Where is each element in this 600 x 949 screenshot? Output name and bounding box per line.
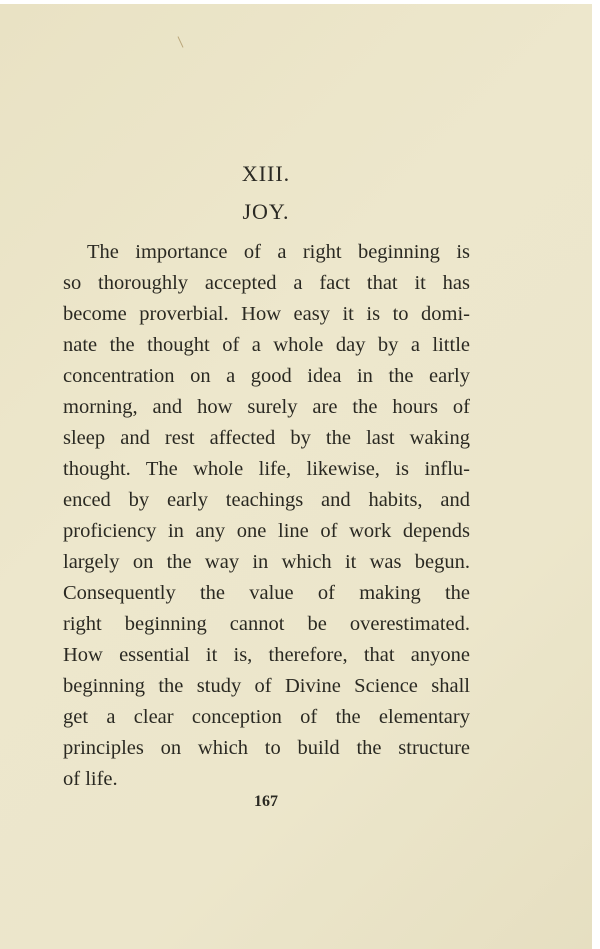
text-line: of life. [63, 768, 118, 790]
chapter-number: XIII. [241, 161, 291, 186]
text-line: get a clear conception of the elementary [63, 706, 470, 728]
book-page [0, 4, 592, 949]
text-line: thought. The whole life, likewise, is influ- [63, 458, 470, 480]
chapter-title: JOY. [242, 199, 290, 224]
text-line: proficiency in any one line of work depends [63, 520, 470, 542]
text-line: The importance of a right beginning is [87, 241, 470, 263]
text-line: right beginning cannot be overestimated. [63, 613, 470, 635]
body-paragraph [63, 238, 470, 796]
text-line: How essential it is, therefore, that anyone [63, 644, 470, 666]
text-line: enced by early teachings and habits, and [63, 489, 470, 511]
text-line: largely on the way in which it was begun. [63, 551, 470, 573]
text-line: morning, and how surely are the hours of [63, 396, 470, 418]
text-line: sleep and rest affected by the last waking [63, 427, 470, 449]
text-line: so thoroughly accepted a fact that it has [63, 272, 470, 294]
text-line: concentration on a good idea in the early [63, 365, 470, 387]
text-line: become proverbial. How easy it is to domi- [63, 303, 470, 325]
page-number: 167 [254, 793, 278, 810]
paper-blemish [178, 36, 184, 47]
text-line: beginning the study of Divine Science shall [63, 675, 470, 697]
text-line: Consequently the value of making the [63, 582, 470, 604]
text-line: principles on which to build the structure [63, 737, 470, 759]
text-line: nate the thought of a whole day by a little [63, 334, 470, 356]
